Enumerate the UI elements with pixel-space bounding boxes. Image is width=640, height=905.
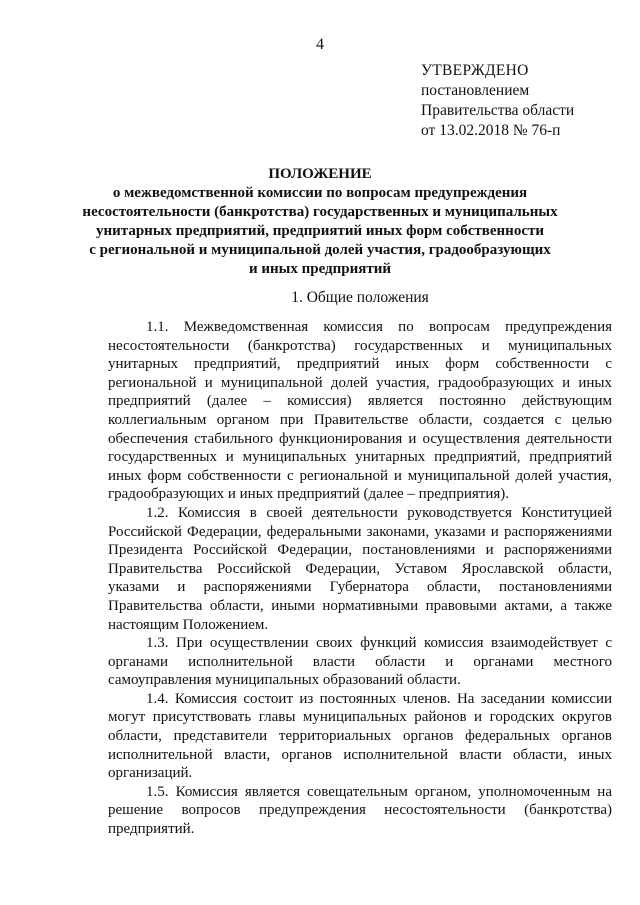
- approval-line-1: постановлением: [421, 82, 530, 99]
- subtitle-line: о межведомственной комиссии по вопросам предупреждения: [112, 185, 528, 201]
- subtitle-line: и иных предприятий: [248, 261, 392, 277]
- approval-line-2: Правительства области: [421, 102, 575, 119]
- approval-stamp: [421, 61, 631, 141]
- paragraph-1-3: 1.3. При осуществлении своих функций комиссия взаимодействует с органами исполнительной власти области и органами местного самоуправления муниципальных образований области.: [108, 635, 612, 689]
- paragraph-1-4: 1.4. Комиссия состоит из постоянных членов. На заседании комиссии могут присутствовать главы муниципальных районов и городских округов области, представители территориальных органов федеральных органов исполнительной власти, органов исполнительной власти области, иных организаций.: [108, 690, 612, 782]
- section-heading: 1. Общие положения: [291, 289, 429, 306]
- section-body: [108, 318, 612, 839]
- document-title: ПОЛОЖЕНИЕ: [268, 166, 372, 182]
- approval-heading: УТВЕРЖДЕНО: [421, 62, 529, 79]
- subtitle-line: несостоятельности (банкротства) государственных и муниципальных: [82, 204, 558, 220]
- paragraph-1-2: 1.2. Комиссия в своей деятельности руководствуется Конституцией Российской Федерации, федеральными законами, указами и распоряжениями Президента Российской Федерации, постановлениями и распоряжениями Правительства Российской Федерации, Уставом Ярославской области, указами и распоряжениями Губернатора области, постановлениями Правительства области, иными нормативными правовыми актами, а также настоящим Положением.: [108, 504, 612, 633]
- paragraph-1-1: 1.1. Межведомственная комиссия по вопросам предупреждения несостоятельности (банкротства) государственных и муниципальных унитарных предприятий, предприятий иных форм собственности с региональной и муниципальной долей участия, градообразующих и иных предприятий (далее – комиссия) является постоянно действующим коллегиальным органом при Правительстве области, создается с целью обеспечения стабильного функционирования и осуществления деятельности государственных и муниципальных унитарных предприятий, предприятий иных форм собственности с региональной и муниципальной долей участия, градообразующих и иных предприятий (далее – предприятия).: [108, 319, 612, 503]
- subtitle-line: унитарных предприятий, предприятий иных форм собственности: [96, 223, 544, 239]
- page-number: 4: [316, 36, 324, 53]
- paragraph-1-5: 1.5. Комиссия является совещательным органом, уполномоченным на решение вопросов предупреждения несостоятельности (банкротства) предприятий.: [108, 783, 612, 838]
- document-subtitle: [80, 184, 560, 279]
- subtitle-line: с региональной и муниципальной долей участия, градообразующих: [89, 242, 551, 258]
- approval-line-3: от 13.02.2018 № 76-п: [421, 122, 561, 139]
